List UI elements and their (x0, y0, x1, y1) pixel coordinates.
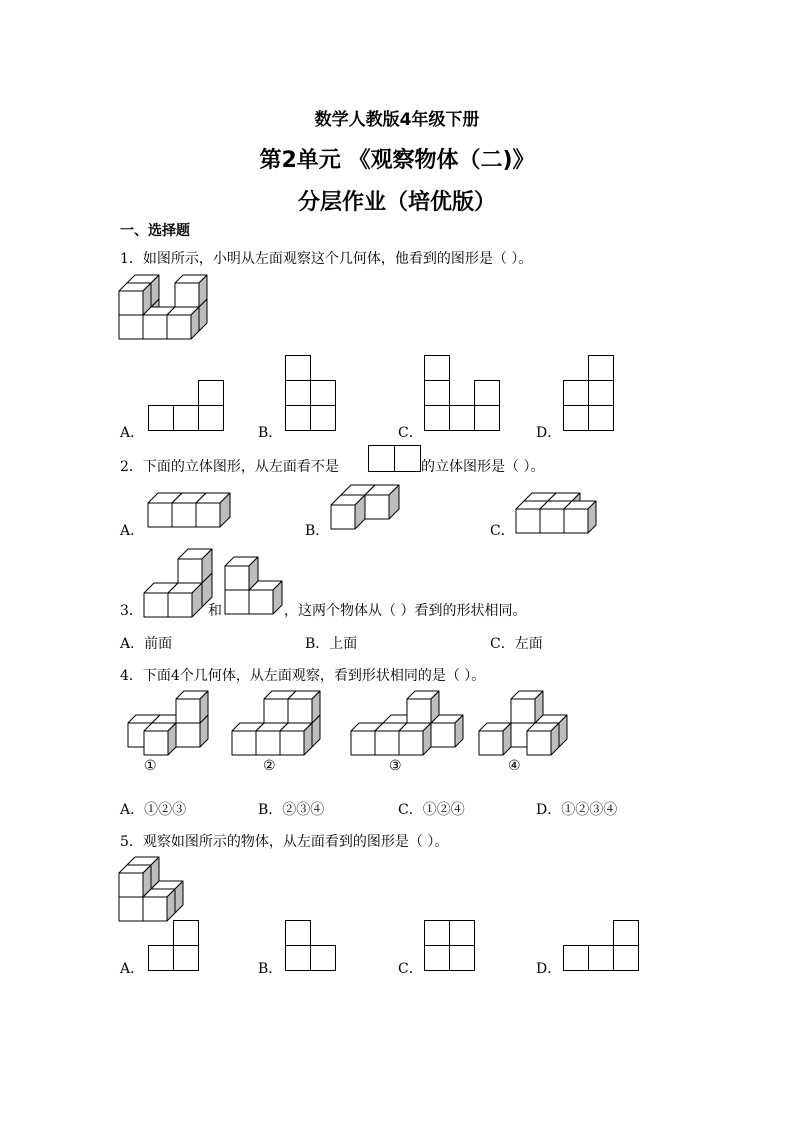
view-square (286, 381, 311, 406)
q4-option-d[interactable]: D．①②③④ (536, 802, 618, 818)
view-square (425, 406, 450, 431)
cube-front-face (375, 731, 399, 755)
view-square (564, 381, 589, 406)
cube-front-face (176, 723, 200, 747)
cube-front-face (144, 593, 168, 617)
cube-front-face (431, 723, 455, 747)
cube-front-face (264, 699, 288, 723)
q3-option-a[interactable]: A．前面 (120, 636, 173, 652)
view-square (614, 921, 639, 946)
q4-label-2: ② (263, 758, 276, 774)
view-square (425, 946, 450, 971)
cube-front-face (256, 731, 280, 755)
view-square (311, 406, 336, 431)
q2-option-a-figure (147, 492, 242, 536)
q1-solid-figure (118, 274, 218, 360)
question-1-text: 1．如图所示，小明从左面观察这个几何体，他看到的图形是（ ）。 (120, 251, 533, 267)
view-square (589, 946, 614, 971)
view-square (425, 921, 450, 946)
cube-front-face (178, 559, 202, 583)
q1-option-a-figure (148, 380, 228, 436)
cube-front-face (351, 731, 375, 755)
view-square (425, 381, 450, 406)
cube-front-face (516, 509, 540, 533)
cube-front-face (119, 315, 143, 339)
cube-front-face (331, 505, 355, 529)
cube-front-face (365, 495, 389, 519)
q1-option-b-figure (285, 355, 339, 435)
view-square (174, 406, 199, 431)
cube-front-face (249, 590, 273, 614)
cube-front-face (168, 593, 192, 617)
view-square (589, 406, 614, 431)
view-square (564, 406, 589, 431)
view-square (475, 381, 500, 406)
cube-front-face (119, 897, 143, 921)
question-5-text: 5．观察如图所示的物体，从左面看到的图形是（ ）。 (120, 834, 449, 850)
cube-front-face (511, 699, 535, 723)
q5-option-c-figure (424, 920, 478, 974)
q5-option-a-label[interactable]: A． (120, 961, 145, 977)
q3-figure-right (224, 556, 288, 618)
view-square (369, 446, 395, 472)
cube-front-face (148, 503, 172, 527)
q4-figure-2 (231, 690, 323, 760)
cube-front-face (196, 503, 220, 527)
cube-front-face (232, 731, 256, 755)
view-square (395, 446, 421, 472)
view-square (450, 921, 475, 946)
view-square (174, 921, 199, 946)
view-square (311, 946, 336, 971)
cube-front-face (280, 731, 304, 755)
cube-front-face (288, 699, 312, 723)
question-3-and: 和 (208, 603, 222, 619)
question-3-text: ，这两个物体从（ ）看到的形状相同。 (284, 603, 527, 619)
cube-front-face (399, 731, 423, 755)
q5-option-d-figure (563, 920, 643, 974)
q4-figure-1 (119, 690, 205, 760)
cube-front-face (143, 315, 167, 339)
view-square (614, 946, 639, 971)
view-square (174, 946, 199, 971)
q4-figure-4 (478, 690, 570, 760)
view-square (286, 356, 311, 381)
view-square (286, 406, 311, 431)
cube-front-face (144, 731, 168, 755)
cube-front-face (479, 731, 503, 755)
q3-option-c[interactable]: C．左面 (490, 636, 543, 652)
q1-option-c-figure (424, 355, 504, 435)
question-2-text-end: 的立体图形是（ ）。 (421, 459, 545, 475)
cube-front-face (564, 509, 588, 533)
view-square (149, 946, 174, 971)
q5-option-b-figure (285, 920, 339, 974)
q2-option-a-label[interactable]: A． (120, 523, 145, 539)
q4-label-1: ① (144, 758, 157, 774)
view-square (311, 381, 336, 406)
view-square (589, 381, 614, 406)
q1-option-b-label[interactable]: B． (258, 425, 283, 441)
cube-front-face (527, 731, 551, 755)
cube-front-face (225, 566, 249, 590)
cube-front-face (119, 291, 143, 315)
q2-option-c-label[interactable]: C． (490, 523, 515, 539)
q2-option-b-label[interactable]: B． (305, 523, 330, 539)
q2-inline-view-figure (368, 445, 422, 473)
q1-option-d-label[interactable]: D． (536, 425, 562, 441)
q5-solid-figure (118, 856, 192, 918)
cube-front-face (172, 503, 196, 527)
cube-front-face (225, 590, 249, 614)
question-3-prefix: 3． (120, 603, 143, 619)
cube-front-face (175, 283, 199, 307)
question-2-text-start: 2．下面的立体图形，从左面看不是 (120, 459, 339, 475)
question-4-text: 4．下面4个几何体，从左面观察，看到形状相同的是（ ）。 (120, 668, 486, 684)
cube-front-face (407, 699, 431, 723)
view-square (450, 946, 475, 971)
q3-option-b[interactable]: B．上面 (305, 636, 358, 652)
q1-option-d-figure (563, 355, 617, 435)
view-square (199, 381, 224, 406)
q4-option-a[interactable]: A．①②③ (120, 802, 187, 818)
cube-front-face (119, 873, 143, 897)
view-square (475, 406, 500, 431)
q1-option-a-label[interactable]: A． (120, 425, 145, 441)
q5-option-c-label[interactable]: C． (398, 961, 423, 977)
q4-label-4: ④ (508, 758, 521, 774)
q1-option-c-label[interactable]: C． (398, 425, 423, 441)
view-square (450, 406, 475, 431)
section-heading-choice: 一、选择题 (120, 223, 190, 239)
q4-option-b[interactable]: B．②③④ (258, 802, 325, 818)
view-square (564, 946, 589, 971)
q4-option-c[interactable]: C．①②④ (398, 802, 465, 818)
q3-figure-left (143, 548, 213, 618)
q2-option-c-figure (515, 492, 603, 536)
view-square (589, 356, 614, 381)
q5-option-b-label[interactable]: B． (258, 961, 283, 977)
view-square (425, 356, 450, 381)
q2-option-b-figure (330, 484, 392, 536)
cube-front-face (143, 897, 167, 921)
cube-front-face (540, 509, 564, 533)
q4-figure-3 (350, 690, 450, 760)
view-square (199, 406, 224, 431)
cube-front-face (176, 699, 200, 723)
doc-title-grade: 数学人教版4年级下册 (314, 110, 480, 130)
q5-option-a-figure (148, 920, 202, 974)
doc-title-unit: 第2单元 《观察物体（二)》 (259, 148, 535, 173)
doc-title-level: 分层作业（培优版） (297, 190, 496, 215)
view-square (286, 921, 311, 946)
view-square (149, 406, 174, 431)
cube-front-face (167, 315, 191, 339)
q4-label-3: ③ (389, 758, 402, 774)
view-square (286, 946, 311, 971)
q5-option-d-label[interactable]: D． (536, 961, 562, 977)
